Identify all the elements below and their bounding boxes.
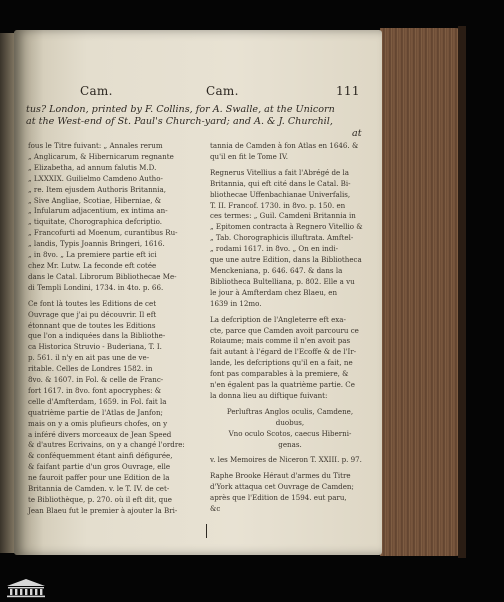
right-column-line: „ rodami 1617. in 8vo. „ On en indi- [210, 244, 339, 254]
left-column-line: di Templi Londini, 1734. in 4to. p. 66. [28, 282, 164, 292]
left-column-line: étonnant que de toutes les Editions [28, 320, 156, 330]
right-column-line: font pas comparables à la premiere, & [210, 369, 349, 379]
left-column-line: a inféré divers morceaux de Jean Speed [28, 429, 172, 439]
left-column [28, 141, 185, 517]
left-column-line: „ in 8vo. „ La premiere partie eft ici [28, 250, 157, 260]
left-column-line: „ re. Item ejusdem Authoris Britannia, [28, 184, 166, 194]
left-column-line: Britannia de Camden. v. le T. IV. de cet- [28, 484, 170, 494]
left-column-line: „ tiquitate, Chorographica defcriptio. [28, 217, 163, 227]
right-column-line: Vno oculo Scotos, caecus Hiberni- [228, 428, 352, 438]
left-column-line: „ landis, Typis Joannis Bringeri, 1616. [28, 239, 165, 249]
left-column-line: „ Sive Angliae, Scotiae, Hiberniae, & [28, 195, 162, 205]
left-column-line: quatrième partie de l'Atlas de Janfon; [28, 407, 163, 417]
top-line-2: at the West-end of St. Paul's Church-yard; and A. & J. Churchil, [26, 116, 333, 127]
page-number: 111 [336, 84, 360, 98]
right-column-line: duobus, [275, 417, 305, 427]
left-column-line: & conféquemment étant ainfi défigurée, [28, 451, 173, 461]
gutter-mark [206, 524, 207, 538]
left-column-line: & d'autres Ecrivains, on y a changé l'ordre: [28, 440, 185, 450]
library-logo-icon [4, 578, 48, 598]
right-column-line: La defcription de l'Angleterre eft exa- [210, 314, 346, 324]
left-column-line: ne fauroit paffer pour une Edition de la [28, 473, 170, 483]
left-column-line: „ Anglicarum, & Hibernicarum regnante [28, 151, 174, 161]
right-column-line: lande, les defcriptions qu'il en a fait, ne [210, 358, 353, 368]
right-column-line: 1639 in 12mo. [210, 298, 262, 308]
left-column-line: „ Francofurti ad Moenum, curantibus Ru- [28, 228, 178, 238]
left-column-line: mais on y a omis plufieurs chofes, on y [28, 418, 168, 428]
right-column-line: fait autant à l'égard de l'Ecoffe & de l'Ir- [210, 347, 357, 357]
right-column-line: Regnerus Vitellius a fait l'Abrégé de la [210, 167, 349, 177]
left-column-line: „ LXXXIX. Guilielmo Camdeno Autho- [28, 173, 163, 183]
right-column-line: tannia de Camden à fon Atlas en 1646. & [210, 141, 359, 150]
right-column-line: T. II. Francof. 1730. in 8vo. p. 150. en [210, 200, 346, 210]
top-line-1: tus? London, printed by F. Collins, for A. Swalle, at the Unicorn [26, 104, 335, 115]
left-column-line: te Bibliothèque, p. 270. où il eft dit, que [28, 495, 172, 504]
left-column-line: que l'on a indiquées dans la Bibliothe- [28, 331, 166, 341]
right-column-line: cte, parce que Camden avoit parcouru ce [210, 325, 359, 335]
right-column-line: bliothecae Uffenbachianae Univerfalis, [210, 189, 351, 199]
left-column-line: Ouvrage que j'ai pu découvrir. Il eft [28, 309, 157, 319]
right-column-line: n'en égalent pas la quatrième partie. Ce [210, 380, 355, 390]
right-column-line: genas. [278, 439, 302, 449]
left-column-line: „ Elizabetha, ad annum falutis M.D. [28, 162, 157, 172]
right-column-line: la donna lieu au diftique fuivant: [210, 390, 328, 400]
left-column-line: Ce font là toutes les Editions de cet [28, 298, 157, 308]
right-column-line: que une autre Edition, dans la Bibliotheca [210, 255, 362, 265]
right-column-line: &c [210, 504, 221, 514]
right-column-line: Roiaume; mais comme il n'en avoit pas [210, 336, 351, 346]
right-column-line: le jour à Amfterdam chez Blaeu, en [210, 287, 338, 297]
right-column-line: Perluftras Anglos oculis, Camdene, [226, 406, 354, 416]
running-head-center: Cam. [206, 84, 239, 98]
right-column-line: après que l'Edition de 1594. eut paru, [210, 493, 347, 503]
left-column-line: Jean Blaeu fut le premier à ajouter la Bri- [28, 505, 178, 515]
left-column-line: ritable. Celles de Londres 1582. in [28, 364, 153, 374]
left-column-line: & faifant partie d'un gros Ouvrage, elle [28, 462, 171, 472]
left-column-line: dans le Catal. Librorum Bibliothecae Me- [28, 271, 177, 281]
running-head-left: Cam. [80, 84, 113, 98]
left-column-line: p. 561. il n'y en ait pas une de ve- [28, 353, 150, 363]
top-line-3: at [352, 128, 362, 139]
left-column-line: 8vo. & 1607. in Fol. & celle de Franc- [28, 375, 164, 385]
right-column-line: d'York attaqua cet Ouvrage de Camden; [210, 482, 354, 492]
left-column-line: chez Mr. Lutw. La feconde eft cotée [28, 260, 157, 270]
book-cover-edge [458, 26, 466, 558]
book-fore-edge [380, 28, 462, 556]
right-column-line: Raphe Brooke Héraut d'armes du Titre [210, 471, 351, 481]
right-column-line: ces termes: „ Guil. Camdeni Britannia in [210, 211, 356, 221]
right-column-line: Bibliotheca Bultelliana, p. 802. Elle a vu [210, 276, 355, 286]
right-column-line: qu'il en fit le Tome IV. [210, 151, 289, 161]
right-column-line: „ Tab. Chorographicis illuftrata. Amftel- [210, 233, 354, 243]
left-column-line: „ Infularum adjacentium, ex intima an- [28, 206, 168, 216]
right-column [210, 141, 370, 515]
right-column-line: Menckeniana, p. 646. 647. & dans la [210, 265, 343, 275]
left-column-line: fort 1617. in 8vo. font apocryphes: & [28, 385, 162, 395]
left-column-line: celle d'Amfterdam, 1659. in Fol. fait la [28, 396, 167, 406]
left-column-line: ca Historica Struvio - Buderiana, T. I. [28, 342, 162, 352]
right-column-line: „ Epitomen contracta à Regnero Vitellio & [210, 222, 363, 232]
right-column-line: Britannia, qui eft cité dans le Catal. Bi- [210, 178, 351, 188]
right-column-line: v. les Memoires de Niceron T. XXIII. p. 97. [210, 455, 362, 465]
left-column-line: fous le Titre fuivant: „ Annales rerum [28, 141, 163, 150]
